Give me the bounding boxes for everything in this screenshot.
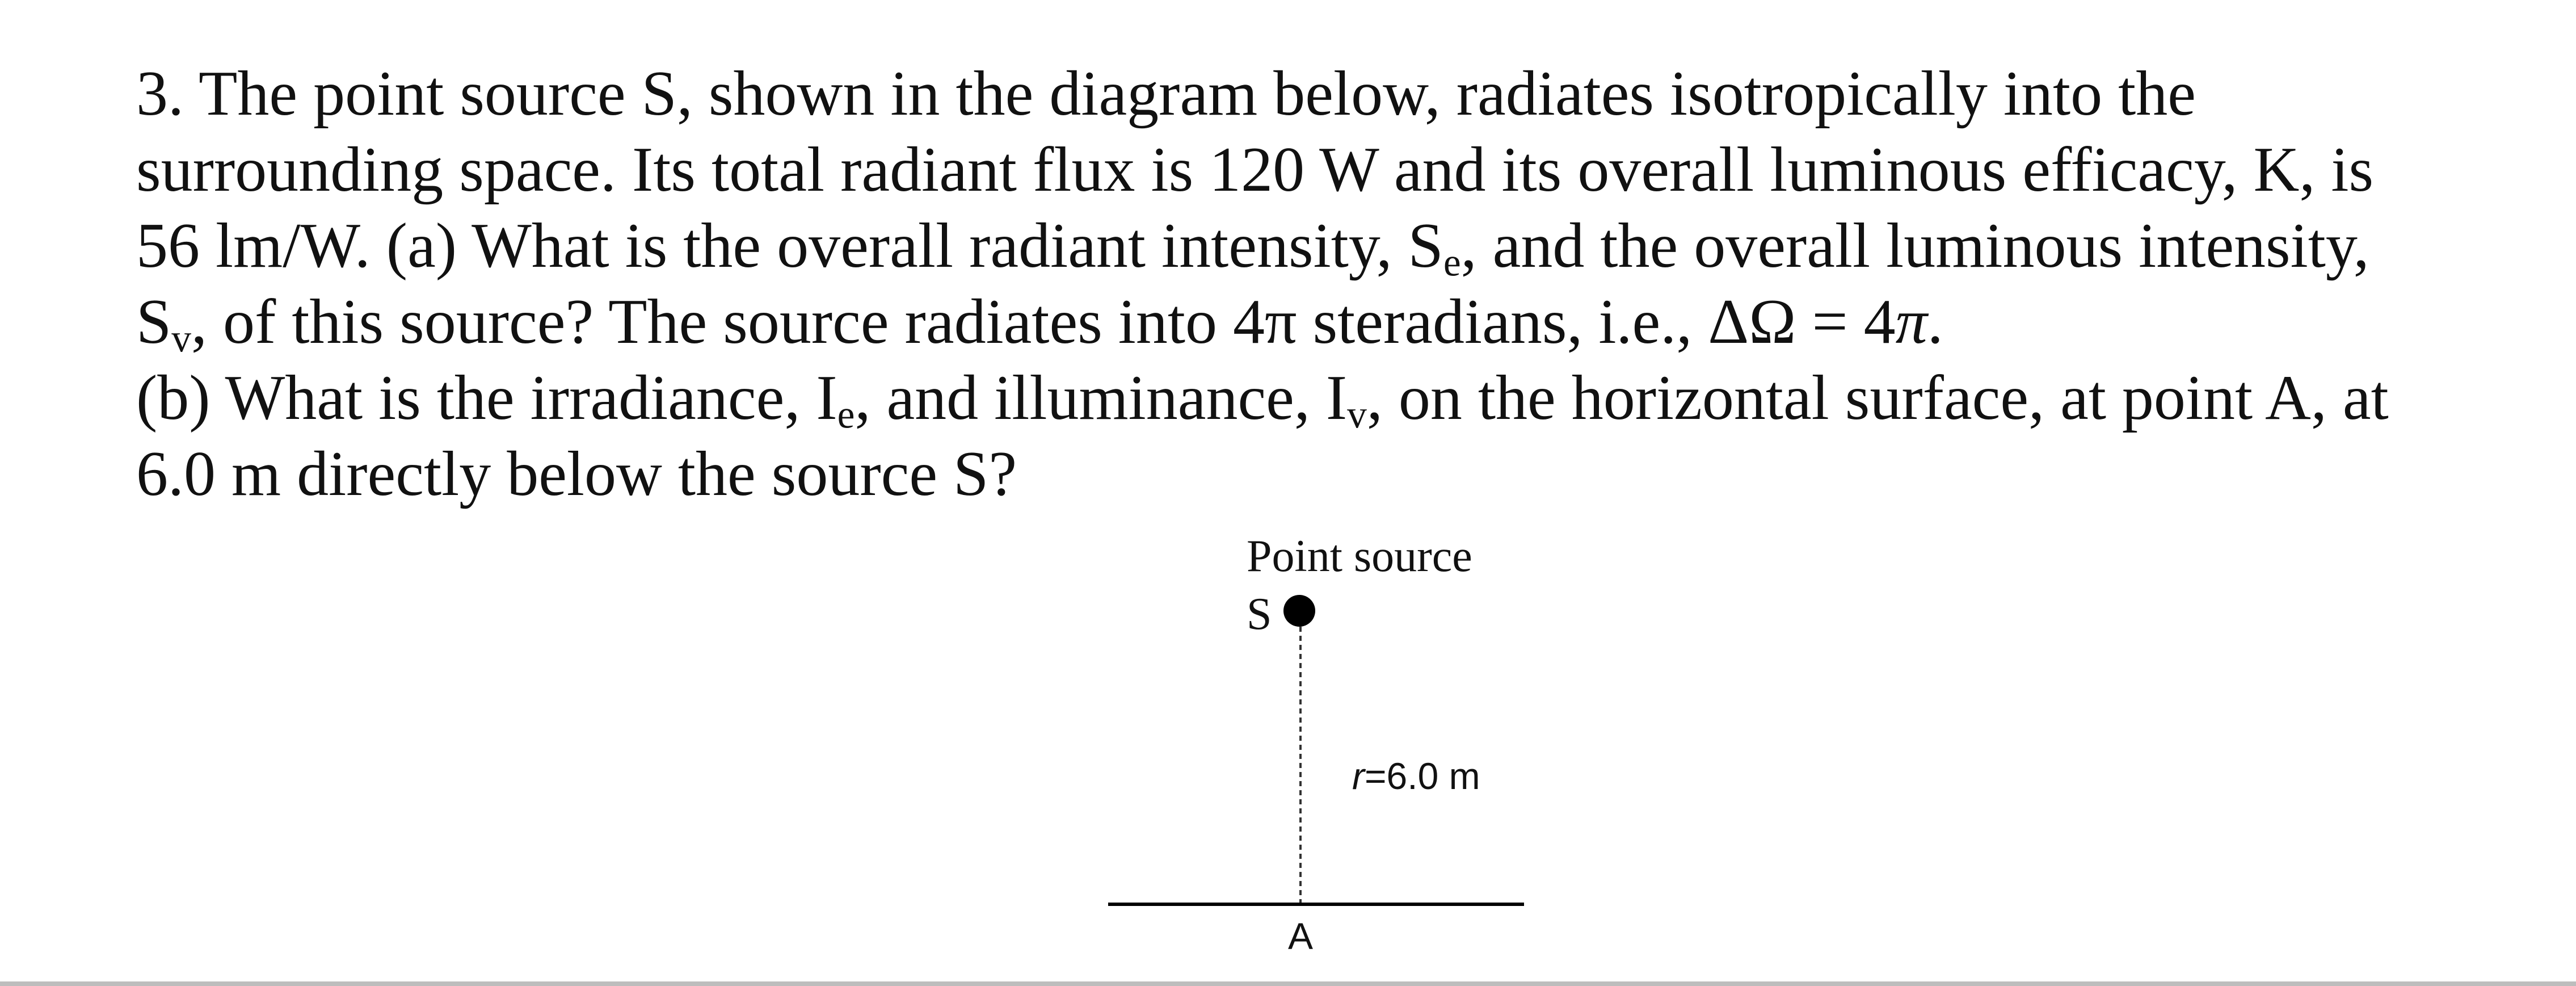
distance-value: =6.0 m	[1364, 755, 1480, 797]
subscript-e-irradiance: e	[837, 393, 855, 437]
source-caption: Point source	[1247, 531, 1472, 581]
pi-symbol: π	[1895, 287, 1927, 357]
source-label: S	[1247, 589, 1272, 639]
problem-line-3-rest: , and the overall luminous intensity,	[1460, 211, 2369, 281]
problem-line-5-b: , and illuminance, I	[855, 363, 1348, 433]
problem-line-3-text: 56 lm/W. (a) What is the overall radiant intensity, S	[136, 211, 1443, 281]
subscript-v: v	[171, 317, 192, 361]
problem-line-1: 3. The point source S, shown in the diagram below, radiates isotropically into the	[136, 58, 2196, 129]
problem-line-4-end: .	[1927, 287, 1943, 357]
solid-angle-equation: ΔΩ = 4	[1708, 287, 1896, 357]
distance-label	[1352, 755, 1480, 797]
subscript-e: e	[1443, 241, 1461, 285]
subscript-v-illuminance: v	[1347, 393, 1367, 437]
point-a-label: A	[1288, 915, 1314, 957]
problem-line-4-start: S	[136, 287, 172, 357]
problem-line-5-c: , on the horizontal surface, at point A, at	[1366, 363, 2389, 433]
distance-variable: r	[1352, 755, 1365, 797]
point-source-dot	[1283, 595, 1315, 627]
problem-line-4-mid: , of this source? The source radiates into 4π steradians, i.e.,	[191, 287, 1708, 357]
bottom-border	[0, 981, 2576, 986]
problem-line-5-a: (b) What is the irradiance, I	[136, 363, 837, 433]
problem-line-2: surrounding space. Its total radiant flux is 120 W and its overall luminous efficacy, K, is	[136, 135, 2374, 205]
problem-line-6: 6.0 m directly below the source S?	[136, 439, 1017, 509]
